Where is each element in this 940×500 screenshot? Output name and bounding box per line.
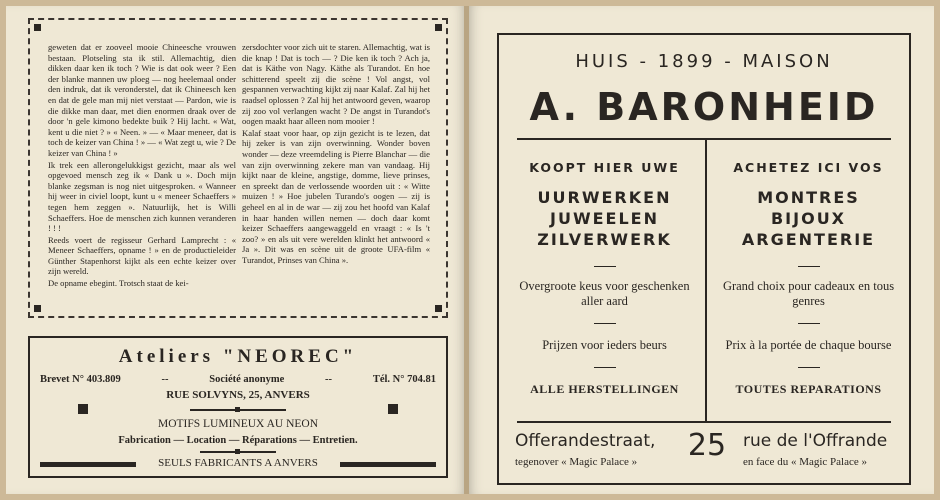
neorec-address: RUE SOLVYNS, 25, ANVERS [166, 389, 310, 401]
dutch-item: JUWEELEN [550, 209, 659, 228]
article-column-left [48, 42, 236, 290]
neorec-info-row [40, 374, 436, 385]
neorec-advertisement [28, 336, 448, 478]
square-ornament [388, 404, 398, 414]
dutch-prices: Prijzen voor ieders beurs [542, 338, 667, 352]
article-paragraph: Ik trek een allerongelukkigst gezicht, maar als wel opgevoed mensch zeg ik « Dank u ». Doch mijn blanke zegsman is nog niet uitgesproken. « Wanneer hij weer in civiel loopt, kunt u « meneer Schaeffers » tegen hem zeggen ». Natuurlijk, het is Willi Schaeffers. Hoe de menschen zich kunnen veranderen ! ! ! [48, 159, 236, 234]
neorec-services: Fabrication — Location — Réparations — Entretien. [118, 435, 358, 446]
corner-ornament [34, 24, 41, 31]
article-paragraph: Reeds voert de regisseur Gerhard Lamprecht : « Meneer Schaeffers, opname ! » en de productieleider Günther Stapenhorst kijkt als een echte keizer over zijn wereld. [48, 234, 236, 277]
article-paragraph: zersdochter voor zich uit te staren. Allemachtig, wat is die knap ! Dat is toch — ? Die ken ik toch ? Ach ja, dat is Käthe von Nagy. Käthe als Turandot. En hoe schitterend speelt zij die scène ! Vol angst, vol gespannen verwachting kijkt zij naar Kalaf. Zal hij het raadsel oplossen ? Zal hij het antwoord geven, waarop zij zoo vol verlangen wacht ? De angst in Turandot's oogen maakt haar alleen nom mooier ! [242, 42, 430, 127]
dutch-landmark: tegenover « Magic Palace » [515, 456, 638, 468]
dutch-item: UURWERKEN [537, 188, 672, 207]
article-paragraph: Kalaf staat voor haar, op zijn gezicht is te lezen, dat hij zeker is van zijn overwinning. Wonder boven wonder — deze vreemdeling is Pierre Blanchar — die van zijn overwinning zekere man van vandaag. Hij kijkt naar de kleine, angstige, domme, lieve prinses, en spreekt dan de verlossende woorden uit : « Witte muizen ! » Hoe jubelen Turando's oogen — zij is geheel en al in de war — zij zou het hoofd van Kalaf in haar handen willen nemen — doch daar komt keizer Schaeffers aangewaggeld en vraagt : « Is 't zoo? » en als uit vere werelden klinkt het antwoord « Ja ». Dit was en scène uit de groote UFA-film « Turandot, Prinses van China ». [242, 127, 430, 265]
french-item: MONTRES [757, 188, 860, 207]
neorec-separator: -- [161, 374, 169, 385]
dutch-gifts: Overgroote keus voor geschenken aller aard [519, 279, 690, 308]
neorec-motifs: MOTIFS LUMINEUX AU NEON [157, 418, 319, 430]
french-item: BIJOUX [770, 209, 847, 228]
neorec-phone: Tél. N° 704.81 [372, 374, 436, 385]
baronheid-name: A. BARONHEID [529, 85, 879, 129]
dutch-street: Offerandestraat, [515, 431, 656, 451]
dutch-column [507, 160, 702, 397]
french-repairs: TOUTES REPARATIONS [735, 382, 882, 396]
french-item: ARGENTERIE [741, 230, 876, 249]
dutch-heading: KOOPT HIER UWE [529, 160, 680, 175]
french-gifts: Grand choix pour cadeaux en tous genres [722, 279, 895, 308]
divider [517, 138, 891, 140]
article-column-right [242, 42, 430, 266]
french-heading: ACHETEZ ICI VOS [733, 160, 884, 175]
french-column [711, 160, 906, 397]
article-paragraph: geweten dat er zooveel mooie Chineesche vrouwen bestaan. Plotseling sta ik stil. Allemachtig, dien dikken daar ken ik toch ? Wie is dat ook weer ? Een der blanke mannen uw ploeg — nog heelemaal onder den indruk, dat ik veronderstel, dat ik Chineesch ken en dat de gele man mij niet verstaat — Pardon, wie is die dikke man daar, met dien enormen draak over de door 'n gele kimono bedekte buik ? Hij lacht. « Wat, kent u die niet ? » « Neen. » — « Maar meneer, dat is toch de keizer van China ! » — « Wat zegt u, wie ? De keizer van China ! » [48, 42, 236, 158]
corner-ornament [435, 305, 442, 312]
neorec-title: Ateliers "NEOREC" [118, 346, 358, 367]
divider-dot [235, 449, 240, 454]
dutch-repairs: ALLE HERSTELLINGEN [530, 382, 679, 396]
short-rule [798, 323, 820, 324]
divider [517, 421, 891, 423]
neorec-brevet: Brevet N° 403.809 [40, 374, 121, 385]
neorec-separator: -- [325, 374, 333, 385]
article-box [28, 18, 448, 318]
french-landmark: en face du « Magic Palace » [743, 456, 867, 468]
square-ornament [78, 404, 88, 414]
baronheid-header: HUIS - 1899 - MAISON [575, 51, 833, 72]
short-rule [798, 367, 820, 368]
neorec-footer: SEULS FABRICANTS A ANVERS [158, 457, 318, 469]
house-number: 25 [687, 428, 727, 463]
short-rule [594, 323, 616, 324]
short-rule [798, 266, 820, 267]
french-street: rue de l'Offrande [743, 431, 888, 451]
short-rule [594, 367, 616, 368]
corner-ornament [435, 24, 442, 31]
dutch-item: ZILVERWERK [537, 230, 672, 249]
divider-dot [235, 407, 240, 412]
short-rule [594, 266, 616, 267]
baronheid-advertisement [497, 33, 911, 485]
article-paragraph: De opname ebegint. Trotsch staat de kei- [48, 278, 189, 289]
french-prices: Prix à la portée de chaque bourse [725, 338, 892, 352]
column-divider [705, 140, 707, 422]
neorec-societe: Société anonyme [209, 374, 285, 385]
book-spine [464, 6, 469, 494]
corner-ornament [34, 305, 41, 312]
